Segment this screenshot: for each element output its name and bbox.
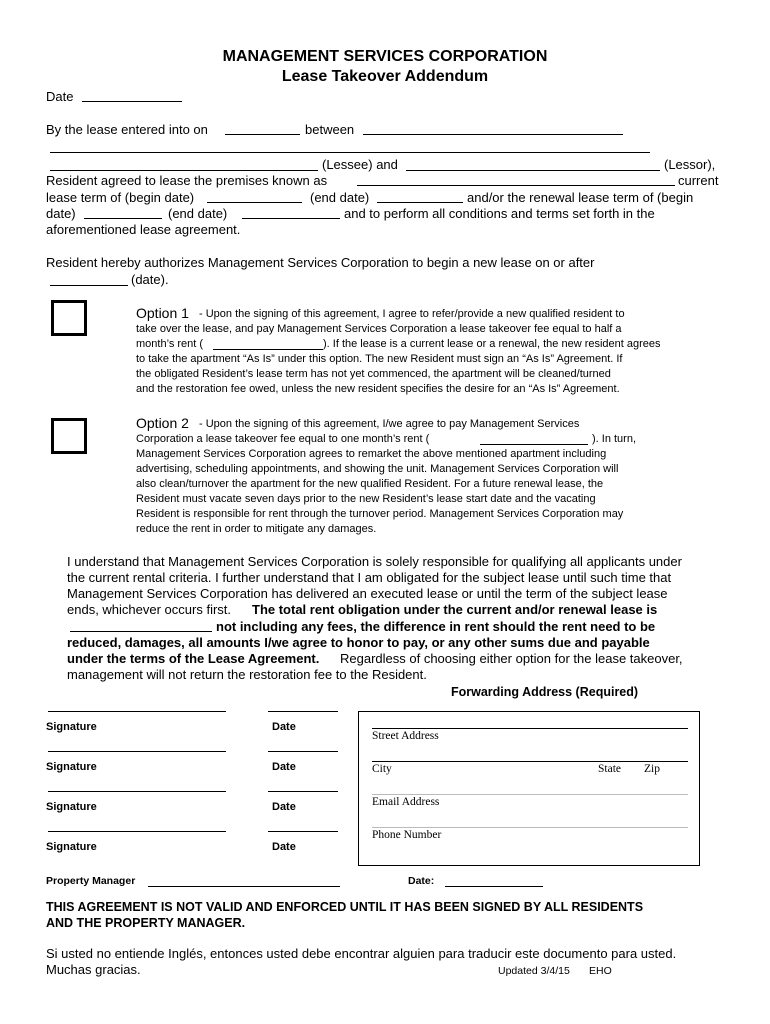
- signature-4-label: Signature: [46, 841, 97, 853]
- eho-label: EHO: [589, 965, 612, 977]
- begin-date-field[interactable]: [207, 202, 302, 203]
- signature-1-label: Signature: [46, 721, 97, 733]
- option2-line4: advertising, scheduling appointments, and showing the unit. Management Services Corporation will: [136, 463, 619, 475]
- updated-date: Updated 3/4/15: [498, 965, 570, 977]
- email-field[interactable]: [372, 794, 688, 795]
- lessee-name-field-2[interactable]: [50, 152, 650, 153]
- option2-line7: Resident is responsible for rent through the turnover period. Management Services Corporation may: [136, 508, 624, 520]
- understand-line1: I understand that Management Services Corporation is solely responsible for qualifying all applicants under: [67, 554, 682, 569]
- authorize-text: Resident hereby authorizes Management Services Corporation to begin a new lease on or after: [46, 255, 595, 270]
- option1-line2: take over the lease, and pay Management Services Corporation a lease takeover fee equal to half a: [136, 323, 622, 335]
- understand-line5: not including any fees, the difference in rent should the rent need to be: [216, 619, 656, 634]
- option2-heading: Option 2: [136, 415, 189, 431]
- understand-line4b: The total rent obligation under the current and/or renewal lease is: [252, 602, 658, 617]
- option2-line5: also clean/turnover the apartment for the new qualified Resident. For a future renewal lease, the: [136, 478, 604, 490]
- option1-line1: - Upon the signing of this agreement, I agree to refer/provide a new qualified resident to: [199, 308, 625, 320]
- forwarding-heading: Forwarding Address (Required): [451, 685, 639, 699]
- signature-1-date-field[interactable]: [268, 711, 338, 712]
- understand-line7a: under the terms of the Lease Agreement.: [67, 651, 320, 666]
- signature-2-date-field[interactable]: [268, 751, 338, 752]
- premises-text: Resident agreed to lease the premises known as: [46, 173, 328, 188]
- signature-3-field[interactable]: [48, 791, 226, 792]
- signature-2-date-label: Date: [272, 761, 296, 773]
- perform-text: and to perform all conditions and terms set forth in the: [344, 206, 655, 221]
- new-lease-date-field[interactable]: [50, 285, 128, 286]
- half-rent-field[interactable]: [213, 349, 323, 350]
- option2-line3: Management Services Corporation agrees to remarket the above mentioned apartment including: [136, 448, 607, 460]
- property-manager-field[interactable]: [148, 886, 340, 887]
- signature-4-date-field[interactable]: [268, 831, 338, 832]
- spanish-notice-line2: Muchas gracias.: [46, 962, 141, 977]
- lease-date-field[interactable]: [225, 134, 300, 135]
- property-manager-label: Property Manager: [46, 875, 136, 887]
- signature-3-date-label: Date: [272, 801, 296, 813]
- option2-line8: reduce the rent in order to mitigate any damages.: [136, 523, 377, 535]
- option1-line6: and the restoration fee owed, unless the new resident specifies the desire for an “As Is” Agreement.: [136, 383, 620, 395]
- total-rent-field[interactable]: [70, 631, 212, 632]
- option2-line1: - Upon the signing of this agreement, I/we agree to pay Management Services: [199, 418, 580, 430]
- option1-line3b: ). If the lease is a current lease or a renewal, the new resident agrees: [323, 338, 661, 350]
- signature-1-field[interactable]: [48, 711, 226, 712]
- street-address-label: Street Address: [372, 730, 439, 742]
- city-state-zip-field[interactable]: [372, 761, 688, 762]
- signature-2-field[interactable]: [48, 751, 226, 752]
- full-rent-field[interactable]: [480, 444, 588, 445]
- between-text: between: [305, 122, 355, 137]
- option2-line2b: ). In turn,: [592, 433, 637, 445]
- understand-line6: reduced, damages, all amounts I/we agree to honor to pay, or any other sums due and payable: [67, 635, 650, 650]
- renewal-text: and/or the renewal lease term of (begin: [467, 190, 694, 205]
- renewal-date-label: date): [46, 206, 76, 221]
- lessor-field[interactable]: [406, 170, 660, 171]
- understand-line7b: Regardless of choosing either option for the lease takeover,: [340, 651, 683, 666]
- document-title: MANAGEMENT SERVICES CORPORATION: [222, 48, 548, 65]
- lessee-label: (Lessee) and: [322, 157, 398, 172]
- end-date-label: (end date): [310, 190, 370, 205]
- lessee-field[interactable]: [50, 170, 318, 171]
- street-address-field[interactable]: [372, 728, 688, 729]
- option2-line2a: Corporation a lease takeover fee equal to one month’s rent (: [136, 433, 430, 445]
- understand-line3: Management Services Corporation has delivered an executed lease or until the term of the subject lease: [67, 586, 668, 601]
- end-date-field[interactable]: [377, 202, 463, 203]
- lease-intro-text: By the lease entered into on: [46, 122, 208, 137]
- option1-checkbox[interactable]: [51, 300, 87, 336]
- authorize-date-label: (date).: [131, 272, 169, 287]
- zip-label: Zip: [644, 763, 660, 775]
- understand-line8: management will not return the restoration fee to the Resident.: [67, 667, 427, 682]
- option1-line5: the obligated Resident’s lease term has not yet commenced, the apartment will be cleaned/turned: [136, 368, 611, 380]
- understand-line4a: ends, whichever occurs first.: [67, 602, 232, 617]
- renewal-begin-field[interactable]: [84, 218, 162, 219]
- property-manager-date-label: Date:: [408, 875, 435, 887]
- renewal-end-field[interactable]: [242, 218, 340, 219]
- signature-1-date-label: Date: [272, 721, 296, 733]
- signature-4-field[interactable]: [48, 831, 226, 832]
- phone-field[interactable]: [372, 827, 688, 828]
- renewal-end-label: (end date): [168, 206, 228, 221]
- signature-3-date-field[interactable]: [268, 791, 338, 792]
- document-subtitle: Lease Takeover Addendum: [281, 68, 489, 85]
- city-label: City: [372, 763, 392, 775]
- option1-line4: to take the apartment “As Is” under this option. The new Resident must sign an “As Is” Agreement. If: [136, 353, 623, 365]
- signature-2-label: Signature: [46, 761, 97, 773]
- current-text: current: [678, 173, 719, 188]
- understand-line2: the current rental criteria. I further understand that I am obligated for the subject lease until such time that: [67, 570, 672, 585]
- option1-line3a: month’s rent (: [136, 338, 204, 350]
- lessee-name-field[interactable]: [363, 134, 623, 135]
- date-field[interactable]: [82, 101, 182, 102]
- phone-label: Phone Number: [372, 829, 442, 841]
- option2-checkbox[interactable]: [51, 418, 87, 454]
- lessor-label: (Lessor),: [664, 157, 716, 172]
- state-label: State: [598, 763, 621, 775]
- signature-4-date-label: Date: [272, 841, 296, 853]
- spanish-notice-line1: Si usted no entiende Inglés, entonces usted debe encontrar alguien para traducir este documento para usted.: [46, 946, 677, 961]
- property-manager-date-field[interactable]: [445, 886, 543, 887]
- option2-line6: Resident must vacate seven days prior to the new Resident’s lease start date and the vacating: [136, 493, 596, 505]
- premises-field[interactable]: [357, 185, 675, 186]
- email-label: Email Address: [372, 796, 440, 808]
- aforementioned-text: aforementioned lease agreement.: [46, 222, 241, 237]
- begin-date-label: lease term of (begin date): [46, 190, 195, 205]
- signature-3-label: Signature: [46, 801, 97, 813]
- date-label: Date: [46, 89, 74, 104]
- validity-warning-line2: AND THE PROPERTY MANAGER.: [46, 916, 246, 930]
- validity-warning-line1: THIS AGREEMENT IS NOT VALID AND ENFORCED UNTIL IT HAS BEEN SIGNED BY ALL RESIDENTS: [46, 900, 644, 914]
- option1-heading: Option 1: [136, 305, 189, 321]
